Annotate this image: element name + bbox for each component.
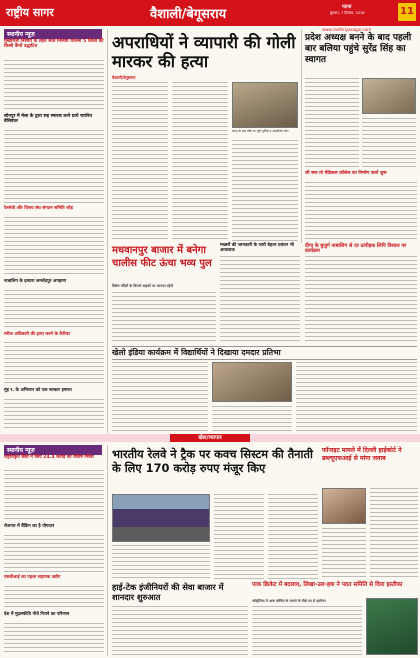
column-rule — [107, 29, 108, 433]
market-text — [112, 606, 248, 655]
lead-text-a — [112, 82, 168, 242]
rail-headline: भारतीय रेलवे ने ट्रैक पर कवच सिस्टम की तैनाती के लिए 170 करोड़ रुपए मंजूर किए — [112, 447, 313, 475]
bottom-left-text-3 — [4, 586, 104, 610]
market-headline: हाई-टेक इंजीनियरों की सेवा बाजार में शानदार शुरुआत — [112, 582, 224, 602]
issue-date: बुधवार, 7 दिसंबर, 2016 — [330, 11, 365, 15]
bottom-left-headline-3: एसबीआई का पहला सहायक उद्योग — [4, 575, 61, 580]
right-text-c — [305, 182, 417, 242]
left-text-4 — [4, 290, 104, 330]
right-headline: प्रदेश अध्यक्ष बनने के बाद पहली बार बलिया पहुंचे सुरेंद्र सिंह का स्वागत — [305, 33, 412, 65]
left-headline-4: नाबालिग के हत्यारा जमशेदपुर अपहरण — [4, 279, 67, 284]
games-text-a — [112, 362, 208, 432]
brand-name: राष्ट्रीय सागर — [6, 6, 54, 19]
left-section-label: स्थानीय न्यूज़ — [4, 29, 102, 39]
website-url[interactable]: www.rashtriyasagar.com — [322, 27, 372, 32]
right-mid-head: दीपा के बुजुर्ग नाबालिग से दर उत्पीड़क लिपि विशाल पर कार्यक्रम — [305, 243, 407, 255]
cricket-text — [252, 606, 362, 655]
right-photo — [362, 78, 416, 114]
right-mid-text — [305, 256, 417, 342]
bottom-left-section: स्थानीय न्यूज़ — [4, 445, 102, 455]
small-text — [220, 256, 300, 342]
court-photo — [322, 488, 366, 524]
column-rule — [301, 29, 302, 243]
train-photo — [112, 494, 210, 542]
bottom-left-text-1 — [4, 470, 104, 522]
mid-sub: विशेष मंदिरों के किनारे सड़कों पर मरम्मत रहेगी — [112, 284, 174, 288]
lead-photo-caption: घटना के बाद मौके पर जुटी पुलिस व आक्रोशित लोग — [232, 129, 289, 133]
right-text-a — [305, 78, 359, 168]
left-headline-5: मरीज अधिकारी की हत्या करने के कैरियर — [4, 332, 71, 337]
left-text-3 — [4, 217, 104, 277]
cricket-headline: पाक क्रिकेट में बदलाव, लिखा-उल-हक ने पदत समिति से दिया इस्तीफा — [252, 582, 403, 588]
left-text-5 — [4, 342, 104, 386]
bottom-left-headline-4: देश में मुद्रास्फीति नीचे गिराने का परिणाम — [4, 612, 70, 617]
cricket-sub: ऑस्ट्रेलिया में आज कोचिंग के मामले के पीछे पद से इस्तीफा — [252, 599, 326, 603]
right-side-head: जी बना तो मेडिकल कॉलेज का निर्माण कार्य शुरू — [305, 171, 387, 176]
column-rule — [107, 445, 108, 656]
games-text-c — [296, 362, 417, 432]
rail-text-b — [214, 494, 264, 579]
lead-text-b — [172, 82, 228, 242]
bottom-left-headline-2: रोजगार में बैंकिंग का है योगदान — [4, 524, 55, 529]
right-text-b — [362, 118, 416, 168]
mid-headline: मधवानपुर बाजार में बनेगा चालीस फीट ऊंचा भव्य पुल — [112, 245, 212, 269]
lead-headline: अपराधियों ने व्यापारी की गोली मारकर की हत्या — [112, 33, 296, 71]
bottom-left-headline-1: राष्ट्रीयकृत बैंकों ने किए 24.4 करोड़ का विशेष निवेश — [4, 455, 94, 460]
games-headline: खेलो इंडिया कार्यक्रम में विद्यार्थियों ने दिखाया दमदार प्रतिभा — [112, 346, 417, 360]
games-text-b — [212, 406, 292, 432]
left-headline-2: सोनपुर में मेला के द्वारा सह स्मारक लाने प्रत्ये चयनित बेलिवाल — [4, 114, 93, 124]
left-headline-3: रेलमंत्री और विजय संघ संगठन समिति जोड़ — [4, 206, 73, 211]
mid-text — [112, 292, 216, 342]
left-text-6 — [4, 399, 104, 431]
rail-text-c — [268, 494, 318, 579]
rail-text-a — [112, 545, 210, 579]
lead-byline: वैशाली/बेगूसराय — [112, 75, 136, 80]
bottom-left-text-2 — [4, 535, 104, 573]
page-number: 11 — [398, 3, 416, 21]
court-text-b — [322, 528, 366, 578]
cricket-photo — [366, 598, 418, 655]
court-headline: फॉनाइट मामले में दिल्ली हाईकोर्ट ने डब्ल्यूएफआई से मांगा जवाब — [322, 447, 402, 462]
city-name: पटना — [342, 4, 352, 10]
small-head: मच्छरों की जानकारी के जारी बेहतर प्रबंधन भी आवश्यक — [220, 243, 294, 253]
lead-text-c — [232, 140, 298, 242]
court-text-a — [370, 488, 418, 578]
region-title: वैशाली/बेगूसराय — [150, 7, 227, 22]
bottom-left-text-4 — [4, 623, 104, 655]
left-text-2 — [4, 130, 104, 204]
left-headline-1: मुख्यमंत्री निश्चय के तहत सात निश्चय योजना 5 जिलों की किसी कैंपों उद्घाटित — [4, 39, 104, 49]
section-band-label: खेल/व्यापार — [170, 434, 250, 442]
lead-photo — [232, 82, 298, 128]
games-photo — [212, 362, 292, 402]
left-headline-6: मुंह र. के अभियान को एक सरकार इमारत — [4, 388, 72, 393]
left-text-1 — [4, 60, 104, 112]
